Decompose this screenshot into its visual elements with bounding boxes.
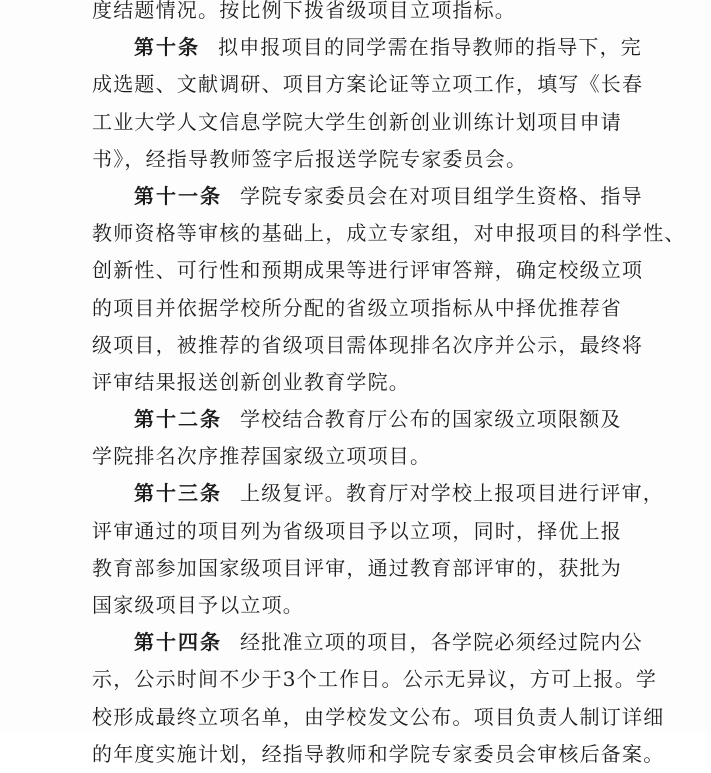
article-14-first-line xyxy=(92,624,643,661)
article-12-first-line xyxy=(92,401,637,438)
article-number: 第十三条 xyxy=(134,481,222,506)
text-line: 校形成最终立项名单，由学校发文公布。项目负责人制订详细 xyxy=(92,704,665,729)
article-text: 学校结合教育厅公布的国家级立项限额及 xyxy=(240,407,622,432)
text-line: 工业大学人文信息学院大学生创新创业训练计划项目申请 xyxy=(92,109,622,134)
article-number: 第十四条 xyxy=(134,630,222,655)
article-text: 经批准立项的项目，各学院必须经过院内公 xyxy=(240,630,643,655)
text-line: 书》，经指导教师签字后报送学院专家委员会。 xyxy=(92,146,528,171)
article-number: 第十条 xyxy=(134,35,200,60)
article-text: 拟申报项目的同学需在指导教师的指导下，完 xyxy=(218,35,642,60)
article-number: 第十一条 xyxy=(134,183,222,208)
text-line: 学院排名次序推荐国家级立项项目。 xyxy=(92,444,432,469)
text-line: 度结题情况。按比例下拨省级项目立项指标。 xyxy=(92,0,516,22)
text-line: 评审通过的项目列为省级项目予以立项，同时，择优上报 xyxy=(92,518,622,543)
text-line: 示，公示时间不少于3个工作日。公示无异议，方可上报。学 xyxy=(92,667,658,692)
document-body xyxy=(92,0,686,773)
article-text: 学院专家委员会在对项目组学生资格、指导 xyxy=(240,183,643,208)
text-line: 成选题、文献调研、项目方案论证等立项工作，填写《长春 xyxy=(92,72,644,97)
article-13-first-line xyxy=(92,475,664,512)
text-line: 评审结果报送创新创业教育学院。 xyxy=(92,369,410,394)
text-line: 的项目并依据学校所分配的省级立项指标从中择优推荐省 xyxy=(92,295,622,320)
article-11-first-line xyxy=(92,178,643,215)
text-line: 创新性、可行性和预期成果等进行评审答辩，确定校级立项 xyxy=(92,258,644,283)
text-line: 国家级项目予以立项。 xyxy=(92,593,304,617)
article-10-first-line xyxy=(92,29,642,66)
article-number: 第十二条 xyxy=(134,407,222,432)
text-line: 教育部参加国家级项目评审，通过教育部评审的，获批为 xyxy=(92,555,622,580)
text-line: 级项目，被推荐的省级项目需体现排名次序并公示，最终将 xyxy=(92,332,644,357)
text-line: 的年度实施计划，经指导教师和学院专家委员会审核后备案。 xyxy=(92,741,665,766)
article-text: 上级复评。教育厅对学校上报项目进行评审， xyxy=(240,481,664,506)
text-line: 教师资格等审核的基础上，成立专家组，对申报项目的科学性、 xyxy=(92,221,686,246)
